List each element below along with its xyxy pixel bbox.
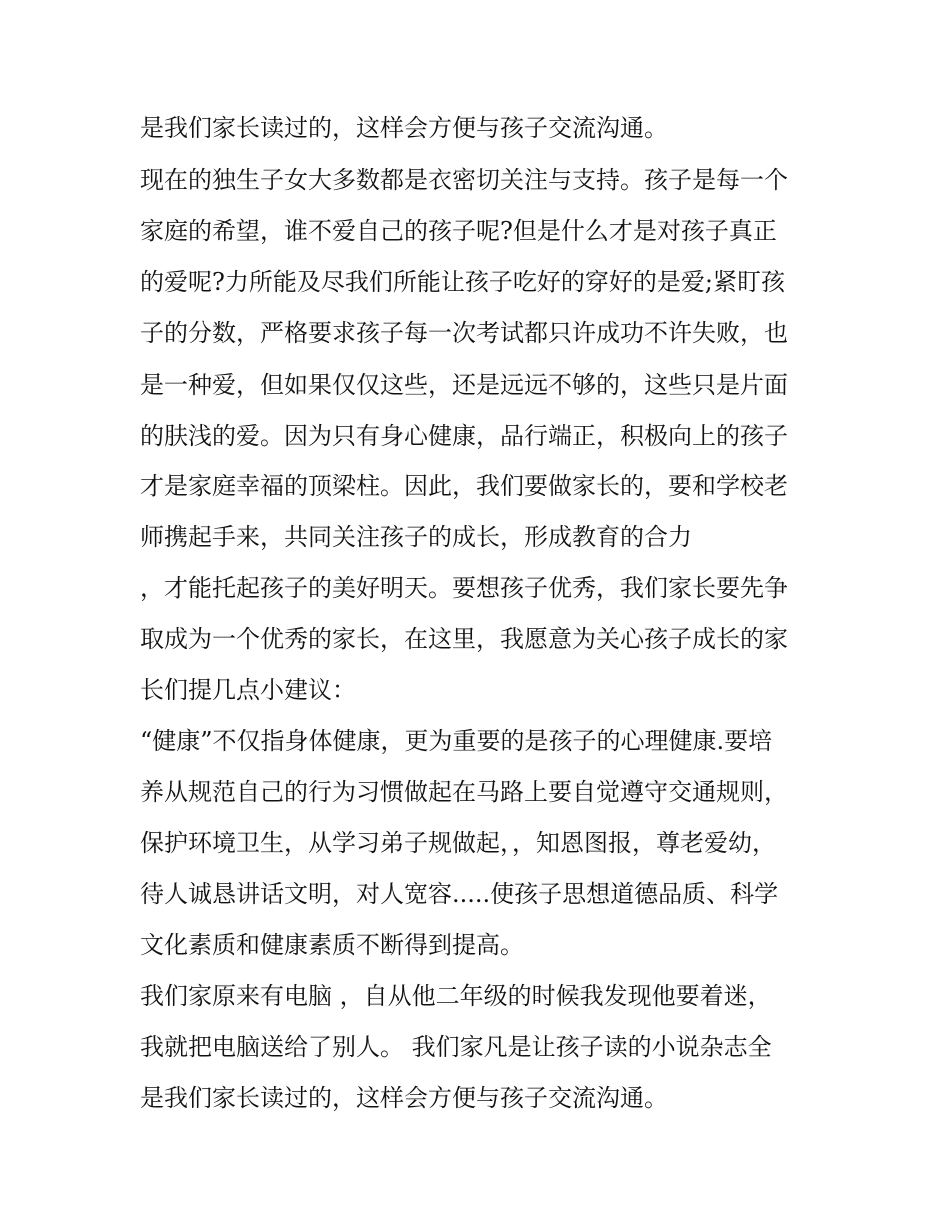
text-line: 文化素质和健康素质不断得到提高。 <box>140 931 524 959</box>
text-line: 保护环境卫生，从学习弟子规做起，，知恩图报，尊老爱幼， <box>140 829 776 857</box>
text-line: 现在的独生子女大多数都是衣密切关注与支持。孩子是每一个 <box>140 166 788 194</box>
text-line: 待人诚恳讲话文明，对人宽容.....使孩子思想道德品质、科学 <box>140 880 779 908</box>
text-line: 养从规范自己的行为习惯做起在马路上要自觉遵守交通规则， <box>140 778 788 806</box>
text-line: 是我们家长读过的，这样会方便与孩子交流沟通。 <box>140 1084 668 1112</box>
text-line: 我就把电脑送给了别人。 我们家凡是让孩子读的小说杂志全 <box>140 1033 772 1061</box>
text-line: 的肤浅的爱。因为只有身心健康，品行端正，积极向上的孩子 <box>140 422 788 450</box>
text-line: 子的分数，严格要求孩子每一次考试都只许成功不许失败，也 <box>140 319 788 347</box>
text-line: 我们家原来有电脑 ，自从他二年级的时候我发现他要着迷， <box>140 982 772 1010</box>
text-line: 的爱呢?力所能及尽我们所能让孩子吃好的穿好的是爱;紧盯孩 <box>140 268 785 296</box>
text-line: 才是家庭幸福的顶梁柱。因此，我们要做家长的，要和学校老 <box>140 472 788 500</box>
text-line: 是一种爱，但如果仅仅这些，还是远远不够的，这些只是片面 <box>140 371 788 399</box>
text-line: 是我们家长读过的，这样会方便与孩子交流沟通。 <box>140 114 668 142</box>
text-line: “健康”不仅指身体健康，更为重要的是孩子的心理健康.要培 <box>140 727 773 755</box>
text-line: 长们提几点小建议： <box>140 676 356 704</box>
text-line: 取成为一个优秀的家长，在这里，我愿意为关心孩子成长的家 <box>140 625 788 653</box>
text-line: 家庭的希望，谁不爱自己的孩子呢?但是什么才是对孩子真正 <box>140 217 777 245</box>
text-line: ，才能托起孩子的美好明天。要想孩子优秀，我们家长要先争 <box>140 574 788 602</box>
text-line: 师携起手来，共同关注孩子的成长，形成教育的合力 <box>140 523 692 551</box>
